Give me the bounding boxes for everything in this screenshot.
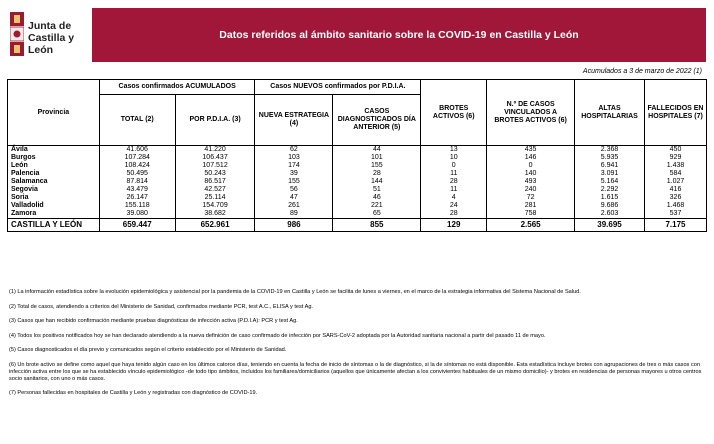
cell-vinculados: 758 [487, 210, 575, 219]
cell-brotes: 10 [421, 154, 487, 162]
total-altas: 39.695 [575, 219, 645, 232]
covid-data-table [7, 79, 707, 232]
cell-vinculados: 140 [487, 170, 575, 178]
cell-nueva: 89 [255, 210, 333, 219]
cell-vinculados: 72 [487, 194, 575, 202]
cell-nueva: 261 [255, 202, 333, 210]
cell-total: 26.147 [99, 194, 175, 202]
footnote: (3) Casos que han recibido confirmación mediante pruebas diagnósticas de infección activa (P.D.I.A): PCR y test Ag. [9, 318, 298, 324]
table-row [8, 162, 707, 170]
cell-nueva: 56 [255, 186, 333, 194]
cell-pdia: 50.243 [175, 170, 255, 178]
cell-pdia: 86.517 [175, 178, 255, 186]
cell-provincia: Burgos [8, 154, 100, 162]
total-total: 659.447 [99, 219, 175, 232]
total-row [8, 219, 707, 232]
cell-brotes: 13 [421, 146, 487, 155]
total-vinculados: 2.565 [487, 219, 575, 232]
cell-diag: 144 [333, 178, 421, 186]
cell-total: 108.424 [99, 162, 175, 170]
cell-pdia: 154.709 [175, 202, 255, 210]
header-pdia: POR P.D.I.A. (3) [175, 95, 255, 146]
cell-fallecidos: 929 [645, 154, 707, 162]
cell-altas: 5.935 [575, 154, 645, 162]
cell-vinculados: 240 [487, 186, 575, 194]
cell-pdia: 107.512 [175, 162, 255, 170]
banner-title: Datos referidos al ámbito sanitario sobre la COVID-19 en Castilla y León [219, 29, 579, 41]
cell-altas: 1.615 [575, 194, 645, 202]
table-row [8, 178, 707, 186]
cell-altas: 5.164 [575, 178, 645, 186]
cell-fallecidos: 537 [645, 210, 707, 219]
cell-provincia: Valladolid [8, 202, 100, 210]
header-total: TOTAL (2) [99, 95, 175, 146]
cell-fallecidos: 1.438 [645, 162, 707, 170]
cell-total: 87.814 [99, 178, 175, 186]
cell-altas: 2.292 [575, 186, 645, 194]
cell-diag: 46 [333, 194, 421, 202]
cell-provincia: León [8, 162, 100, 170]
footnote: (4) Todos los positivos notificados hoy se han declarado atendiendo a la nueva definición de caso confirmado de infección por SARS-CoV-2 adoptada por la Autoridad sanitaria nacional a partir del pasado 11 de mayo. [9, 332, 546, 339]
footnote: (5) Casos diagnosticados el día previo y comunicados según el criterio establecido por el Ministerio de Sanidad. [9, 347, 287, 353]
cell-provincia: Soria [8, 194, 100, 202]
cell-altas: 2.368 [575, 146, 645, 155]
title-banner [92, 8, 706, 62]
cell-provincia: Zamora [8, 210, 100, 219]
cell-brotes: 4 [421, 194, 487, 202]
cell-total: 107.284 [99, 154, 175, 162]
cell-fallecidos: 1.027 [645, 178, 707, 186]
cell-vinculados: 146 [487, 154, 575, 162]
cell-pdia: 106.437 [175, 154, 255, 162]
logo-line-1: Junta de [28, 20, 72, 32]
cell-fallecidos: 584 [645, 170, 707, 178]
cell-total: 39.080 [99, 210, 175, 219]
header-provincia: Provincia [8, 80, 100, 146]
cell-provincia: Ávila [8, 146, 100, 155]
junta-logo [8, 8, 88, 62]
header-group-acumulados: Casos confirmados ACUMULADOS [99, 80, 255, 95]
cell-total: 43.479 [99, 186, 175, 194]
cell-total: 155.118 [99, 202, 175, 210]
header-diagnosticados: CASOS DIAGNOSTICADOS DÍA ANTERIOR (5) [333, 95, 421, 146]
cell-total: 41.606 [99, 146, 175, 155]
total-provincia: CASTILLA Y LEÓN [8, 219, 100, 232]
cell-diag: 155 [333, 162, 421, 170]
header-fallecidos: FALLECIDOS EN HOSPITALES (7) [645, 80, 707, 146]
footnotes [9, 289, 705, 405]
cell-nueva: 39 [255, 170, 333, 178]
cell-provincia: Salamanca [8, 178, 100, 186]
total-fallecidos: 7.175 [645, 219, 707, 232]
cell-pdia: 41.220 [175, 146, 255, 155]
date-subtitle: Acumulados a 3 de marzo de 2022 (1) [582, 68, 702, 75]
cell-provincia: Palencia [8, 170, 100, 178]
cell-fallecidos: 1.468 [645, 202, 707, 210]
cell-brotes: 28 [421, 178, 487, 186]
cell-diag: 101 [333, 154, 421, 162]
cell-altas: 6.941 [575, 162, 645, 170]
table-row [8, 202, 707, 210]
footnote: (2) Total de casos, atendiendo a criterios del Ministerio de Sanidad, confirmados mediante PCR, test A.C., ELISA y test Ag. [9, 303, 313, 310]
cell-pdia: 42.527 [175, 186, 255, 194]
cell-nueva: 47 [255, 194, 333, 202]
cell-vinculados: 493 [487, 178, 575, 186]
cell-brotes: 28 [421, 210, 487, 219]
table-row [8, 170, 707, 178]
total-brotes: 129 [421, 219, 487, 232]
cell-altas: 9.686 [575, 202, 645, 210]
cell-brotes: 11 [421, 170, 487, 178]
cell-total: 50.495 [99, 170, 175, 178]
cell-brotes: 11 [421, 186, 487, 194]
footnote: (7) Personas fallecidas en hospitales de Castilla y León y registradas con diagnóstico de COVID-19. [9, 390, 258, 396]
table-row [8, 146, 707, 155]
cell-brotes: 0 [421, 162, 487, 170]
total-diag: 855 [333, 219, 421, 232]
cell-brotes: 24 [421, 202, 487, 210]
cell-nueva: 174 [255, 162, 333, 170]
logo-line-2: Castilla y León [28, 32, 75, 56]
cell-diag: 44 [333, 146, 421, 155]
total-pdia: 652.961 [175, 219, 255, 232]
cell-vinculados: 0 [487, 162, 575, 170]
cell-provincia: Segovia [8, 186, 100, 194]
footnote: (1) La información estadística sobre la evolución epidemiológica y asistencial por la pandemia de la COVID-19 en Castilla y León se facilita de lunes a viernes, en el marco de la estrategia informativa del Sistema Nacional de Salud. [9, 289, 581, 295]
header-brotes: BROTES ACTIVOS (6) [421, 80, 487, 146]
cell-nueva: 155 [255, 178, 333, 186]
cell-nueva: 103 [255, 154, 333, 162]
table-row [8, 210, 707, 219]
header-group-nuevos: Casos NUEVOS confirmados por P.D.I.A. [255, 80, 421, 95]
cell-vinculados: 281 [487, 202, 575, 210]
footnote: (6) Un brote activo se define como aquel que haya tenido algún caso en los últimos catorce días, teniendo en cuenta la fecha de inicio de síntomas o la de diagnóstico, si la de síntomas no está disponible. Esta estadística incluye brotes con agrupaciones de tres o más casos con infección activa entre los que se ha establecido vínculo epidemiológico -de todo tipo ámbitos, incluidos los familiares/domiciliarios (aquellos que únicamente afectan a los convivientes habituales de un mismo domicilio)- y brotes en residencias de personas mayores u otros centros socio sanitarios, con uno o más casos. [9, 361, 702, 382]
header-nueva-estrategia: NUEVA ESTRATEGIA (4) [255, 95, 333, 146]
cell-vinculados: 435 [487, 146, 575, 155]
cell-pdia: 25.114 [175, 194, 255, 202]
header-vinculados: N.º DE CASOS VINCULADOS A BROTES ACTIVOS (6) [487, 80, 575, 146]
total-nueva: 986 [255, 219, 333, 232]
table-row [8, 154, 707, 162]
cell-altas: 2.603 [575, 210, 645, 219]
cell-fallecidos: 450 [645, 146, 707, 155]
cell-diag: 51 [333, 186, 421, 194]
cell-fallecidos: 416 [645, 186, 707, 194]
header-altas: ALTAS HOSPITALARIAS [575, 80, 645, 146]
cell-diag: 221 [333, 202, 421, 210]
cell-fallecidos: 326 [645, 194, 707, 202]
cell-diag: 65 [333, 210, 421, 219]
cell-altas: 3.091 [575, 170, 645, 178]
cell-nueva: 62 [255, 146, 333, 155]
cell-diag: 28 [333, 170, 421, 178]
table-row [8, 186, 707, 194]
table-row [8, 194, 707, 202]
coat-of-arms-icon [10, 12, 24, 56]
cell-pdia: 38.682 [175, 210, 255, 219]
